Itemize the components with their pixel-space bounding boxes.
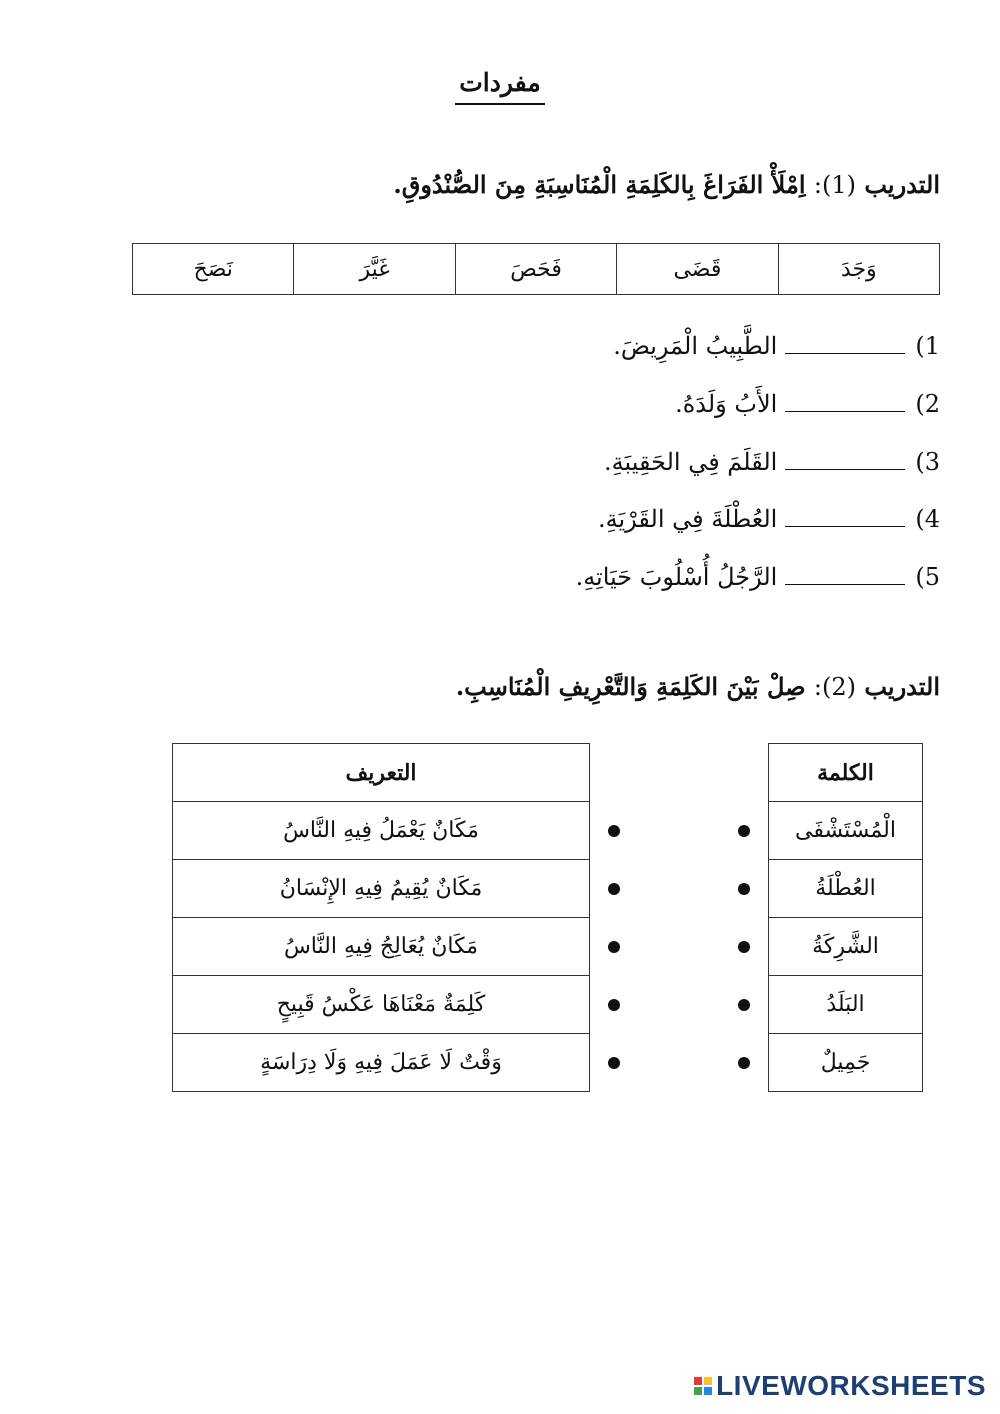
sentence-text: الرَّجُلُ أُسْلُوبَ حَيَاتِهِ.: [575, 563, 778, 591]
definitions-header: التعريف: [173, 744, 590, 802]
word-match-dot[interactable]: [738, 883, 750, 895]
blank-input[interactable]: [785, 335, 905, 354]
exercise1-instruction: اِمْلَأْ الفَرَاغَ بِالكَلِمَةِ الْمُنَاسِبَةِ مِنَ الصُّنْدُوقِ.: [393, 170, 806, 199]
word-box: [132, 243, 940, 295]
sentence-text: الأَبُ وَلَدَهُ.: [675, 390, 778, 418]
blank-input[interactable]: [785, 451, 905, 470]
exercise2-instruction: صِلْ بَيْنَ الكَلِمَةِ وَالتَّعْرِيفِ الْمُنَاسِبِ.: [455, 672, 806, 701]
sentence-item: [598, 505, 940, 533]
exercise1-label: التدريب: [864, 170, 940, 199]
blank-input[interactable]: [785, 508, 905, 527]
definition-match-dot[interactable]: [608, 999, 620, 1011]
sentence-number: 2): [915, 390, 940, 418]
word-box-item[interactable]: وَجَدَ: [778, 244, 939, 295]
definition-cell: مَكَانٌ يُقِيمُ فِيهِ الإِنْسَانُ: [173, 860, 590, 918]
exercise2-number: (2):: [813, 673, 856, 701]
word-cell: الْمُسْتَشْفَى: [769, 802, 923, 860]
definition-cell: مَكَانٌ يُعَالِجُ فِيهِ النَّاسُ: [173, 918, 590, 976]
blank-input[interactable]: [785, 566, 905, 585]
blank-input[interactable]: [785, 393, 905, 412]
definitions-table: [172, 743, 590, 1092]
word-box-item[interactable]: نَصَحَ: [133, 244, 294, 295]
liveworksheets-logo: [694, 1370, 986, 1402]
word-box-item[interactable]: قَضَى: [617, 244, 778, 295]
exercise1-number: (1):: [813, 171, 856, 199]
words-table: [768, 743, 923, 1092]
words-header: الكلمة: [769, 744, 923, 802]
sentence-text: القَلَمَ فِي الحَقِيبَةِ.: [603, 448, 778, 476]
exercise2-heading: [456, 672, 940, 701]
sentence-number: 3): [915, 448, 940, 476]
exercise2-label: التدريب: [864, 672, 940, 701]
word-match-dot[interactable]: [738, 825, 750, 837]
sentence-number: 1): [915, 332, 940, 360]
word-cell: البَلَدُ: [769, 976, 923, 1034]
definition-match-dot[interactable]: [608, 825, 620, 837]
sentence-text: العُطْلَةَ فِي القَرْيَةِ.: [598, 505, 778, 533]
sentence-text: الطَّبِيبُ الْمَرِيضَ.: [613, 332, 778, 360]
definition-match-dot[interactable]: [608, 941, 620, 953]
exercise1-heading: [393, 170, 940, 199]
page-title-text: مفردات: [455, 68, 544, 105]
word-box-item[interactable]: غَيَّرَ: [294, 244, 455, 295]
definition-cell: كَلِمَةٌ مَعْنَاهَا عَكْسُ قَبِيحٍ: [173, 976, 590, 1034]
sentence-number: 4): [915, 505, 940, 533]
word-box-item[interactable]: فَحَصَ: [455, 244, 616, 295]
word-cell: الشَّرِكَةُ: [769, 918, 923, 976]
word-match-dot[interactable]: [738, 1057, 750, 1069]
word-match-dot[interactable]: [738, 999, 750, 1011]
sentence-item: [576, 563, 940, 591]
sentence-item: [613, 332, 940, 360]
sentence-item: [604, 448, 940, 476]
definition-match-dot[interactable]: [608, 1057, 620, 1069]
sentence-item: [675, 390, 940, 418]
word-cell: العُطْلَةُ: [769, 860, 923, 918]
definition-match-dot[interactable]: [608, 883, 620, 895]
definition-cell: وَقْتٌ لَا عَمَلَ فِيهِ وَلَا دِرَاسَةٍ: [173, 1034, 590, 1092]
sentence-number: 5): [915, 563, 940, 591]
word-match-dot[interactable]: [738, 941, 750, 953]
word-cell: جَمِيلٌ: [769, 1034, 923, 1092]
brand-text: LIVEWORKSHEETS: [716, 1370, 986, 1401]
page-title: [0, 68, 1000, 105]
definition-cell: مَكَانٌ يَعْمَلُ فِيهِ النَّاسُ: [173, 802, 590, 860]
liveworksheets-logo-icon: [694, 1377, 712, 1395]
